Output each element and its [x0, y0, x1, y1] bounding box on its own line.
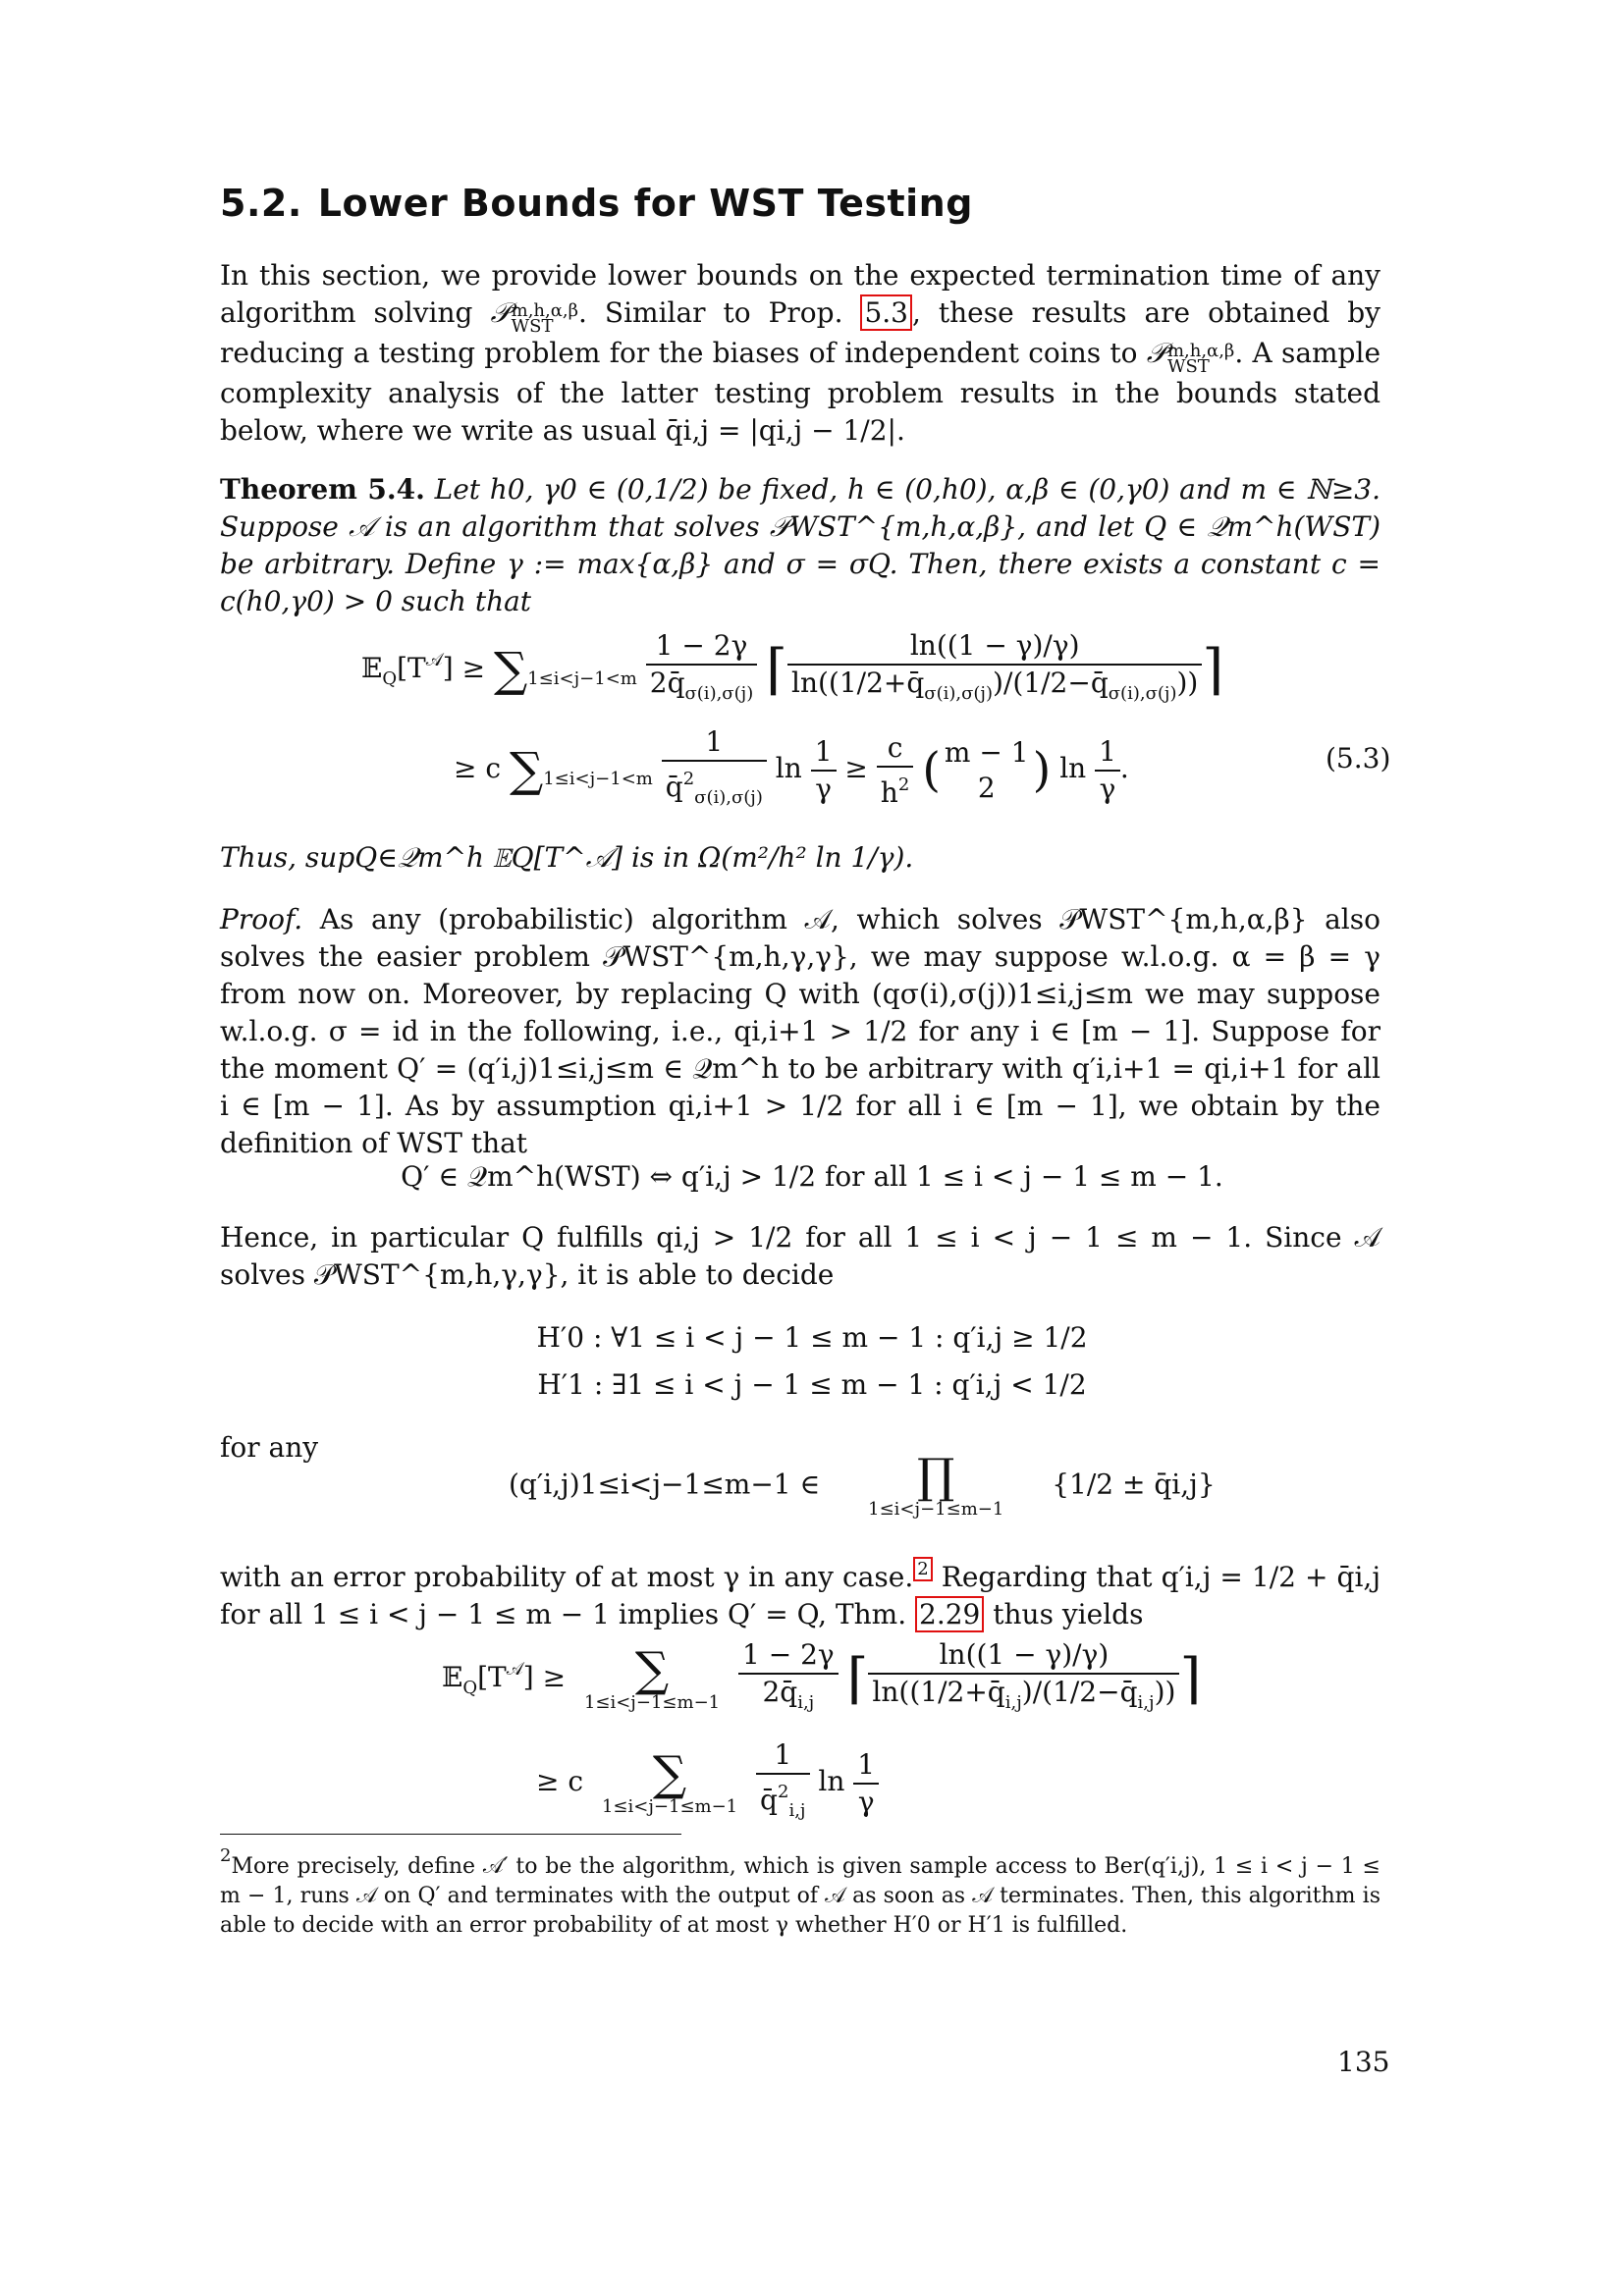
- footnote: [220, 1842, 1380, 1941]
- proof-paragraph-3: [220, 1551, 1380, 1633]
- footnote-rule: [220, 1834, 681, 1835]
- section-heading: [220, 182, 973, 225]
- proof-paragraph-2: [220, 1219, 1380, 1294]
- intro-text: . A sample complexity analysis of the latter testing problem results in the bounds stated below, where we write as usual: [220, 337, 1381, 447]
- thm-reference-link[interactable]: 2.29: [915, 1596, 984, 1632]
- product-equation: [509, 1449, 1216, 1520]
- intro-formula: q̄i,j = |qi,j − 1/2|.: [665, 414, 905, 447]
- proof-text: thus yields: [984, 1598, 1144, 1630]
- theorem-5-4: [220, 471, 1380, 620]
- proof-text: with an error probability of at most γ in any case.: [220, 1561, 914, 1593]
- equation-5-3-line-2: ≥ c $\sum_{1\le i<j-1<m}$ $\frac{1}{q̄^2_{\sigma(i),\sigma(j)}}$ ln $\frac{1}{\gamma}$ ≥ $\frac{c}{h^2}$ ( m − 1 2 ) ln $\frac{1}{\gamma}$ .: [454, 725, 1129, 809]
- theorem-conclusion-text: Thus, supQ∈𝒬m^h 𝔼Q[T^𝒜] is in Ω(m²/h² ln 1/γ).: [220, 841, 914, 874]
- final-equation-line-2: ≥ c ∑ 1≤i<j−1≤m−1 $\frac{1}{q̄^2_{i,j}}$ ln $\frac{1}{\gamma}$: [536, 1737, 879, 1829]
- hypothesis-h0: H′0 : ∀1 ≤ i < j − 1 ≤ m − 1 : q′i,j ≥ 1/2: [536, 1321, 1088, 1354]
- footnote-reference-link[interactable]: 2: [913, 1557, 932, 1581]
- final-equation-line-1: $𝔼_Q[T^𝒜]$ ≥ ∑ 1≤i<j−1≤m−1 $\frac{1 - 2\gamma}{2q̄_{i,j}}$ ⌈ $\frac{\ln((1 - \gamma)/\gamma)}{\ln((1/2+q̄_{i,j})/(1/2-q̄_{i,j}))}$ ⌉: [442, 1638, 1202, 1713]
- product-rhs: {1/2 ± q̄i,j}: [1052, 1468, 1216, 1501]
- section-number: 5.2.: [220, 182, 302, 225]
- proof-paragraph-1: [220, 901, 1380, 1162]
- theorem-conclusion: [220, 839, 1380, 877]
- proof-text: As any (probabilistic) algorithm 𝒜, which solves 𝒫WST^{m,h,α,β} also solves the easier problem 𝒫WST^{m,h,γ,γ}, we may suppose w.l.o.g. α = β = γ from now on. Moreover, by replacing Q with (qσ(i),σ(j))1≤i,j≤m we may suppose w.l.o.g. σ = id in the following, i.e., qi,i+1 > 1/2 for any i ∈ [m − 1]. Suppose for the moment Q′ = (q′i,j)1≤i,j≤m ∈ 𝒬m^h to be arbitrary with q′i,i+1 = qi,i+1 for all i ∈ [m − 1]. As by assumption qi,i+1 > 1/2 for all i ∈ [m − 1], we obtain by the definition of WST that: [220, 903, 1380, 1159]
- footnote-text: More precisely, define 𝒜′ to be the algorithm, which is given sample access to Ber(q′i,j), 1 ≤ i < j − 1 ≤ m − 1, runs 𝒜 on Q′ and terminates with the output of 𝒜 as soon as 𝒜 terminates. Then, this algorithm is able to decide with an error probability of at most γ whether H′0 or H′1 is fulfilled.: [220, 1854, 1380, 1938]
- theorem-label: Theorem 5.4.: [220, 473, 425, 506]
- product-subscript: 1≤i<j−1≤m−1: [868, 1499, 1004, 1520]
- equation-number: (5.3): [1326, 742, 1391, 774]
- intro-text: In this section, we provide lower bounds on the expected termination time of any algorithm solving: [220, 259, 1380, 329]
- footnote-mark: 2: [220, 1845, 232, 1866]
- section-title: Lower Bounds for WST Testing: [317, 182, 973, 225]
- product-operator: ∏ 1≤i<j−1≤m−1: [868, 1449, 1004, 1520]
- page-number: 135: [1337, 2046, 1390, 2078]
- proof-label: Proof.: [220, 903, 303, 935]
- proof-text: Hence, in particular Q fulfills qi,j > 1/2 for all 1 ≤ i < j − 1 ≤ m − 1. Since 𝒜 solves 𝒫WST^{m,h,γ,γ}, it is able to decide: [220, 1221, 1380, 1291]
- product-lhs: (q′i,j)1≤i<j−1≤m−1 ∈: [509, 1468, 821, 1501]
- intro-paragraph: In this section, we provide lower bounds on the expected termination time of any algorithm solving 𝒫m,h,α,β WST . Similar to Prop. 5.3 , these results are obtained by reducing a testing problem for the biases of independent coins to 𝒫m,h,α,β WST . A sample complexity analysis of the latter testing problem results in the bounds stated below, where we write as usual q̄i,j = |qi,j − 1/2|.: [220, 259, 1381, 447]
- for-any-text: for any: [220, 1431, 319, 1464]
- equivalence-equation: Q′ ∈ 𝒬m^h(WST) ⇔ q′i,j > 1/2 for all 1 ≤ i < j − 1 ≤ m − 1.: [401, 1160, 1223, 1193]
- prop-reference-link[interactable]: 5.3: [860, 294, 912, 331]
- theorem-text: Let h0, γ0 ∈ (0,1/2) be fixed, h ∈ (0,h0), α,β ∈ (0,γ0) and m ∈ ℕ≥3. Suppose 𝒜 is an algorithm that solves 𝒫WST^{m,h,α,β}, and let Q ∈ 𝒬m^h(WST) be arbitrary. Define γ := max{α,β} and σ = σQ. Then, there exists a constant c = c(h0,γ0) > 0 such that: [220, 473, 1380, 617]
- intro-text: , these results are obtained by reducing a testing problem for the biases of independent coins to: [220, 296, 1380, 369]
- hypothesis-h1: H′1 : ∃1 ≤ i < j − 1 ≤ m − 1 : q′i,j < 1/2: [537, 1368, 1087, 1401]
- proof-text: Regarding that q′i,j = 1/2 + q̄i,j for all 1 ≤ i < j − 1 ≤ m − 1 implies Q′ = Q, Thm.: [220, 1561, 1380, 1630]
- intro-text: . Similar to Prop.: [578, 296, 861, 329]
- equation-5-3-line-1: $𝔼_Q[T^𝒜] \ge \sum_{1\le i<j-1<m}$ $\frac{1 - 2\gamma}{2q̄_{\sigma(i),\sigma(j)}}$ ⌈ $\frac{\ln((1 - \gamma)/\gamma)}{\ln((1/2+q̄_{\sigma(i),\sigma(j)})/(1/2-q̄_{\sigma(i),\sigma(j)}))}$ ⌉: [361, 629, 1224, 704]
